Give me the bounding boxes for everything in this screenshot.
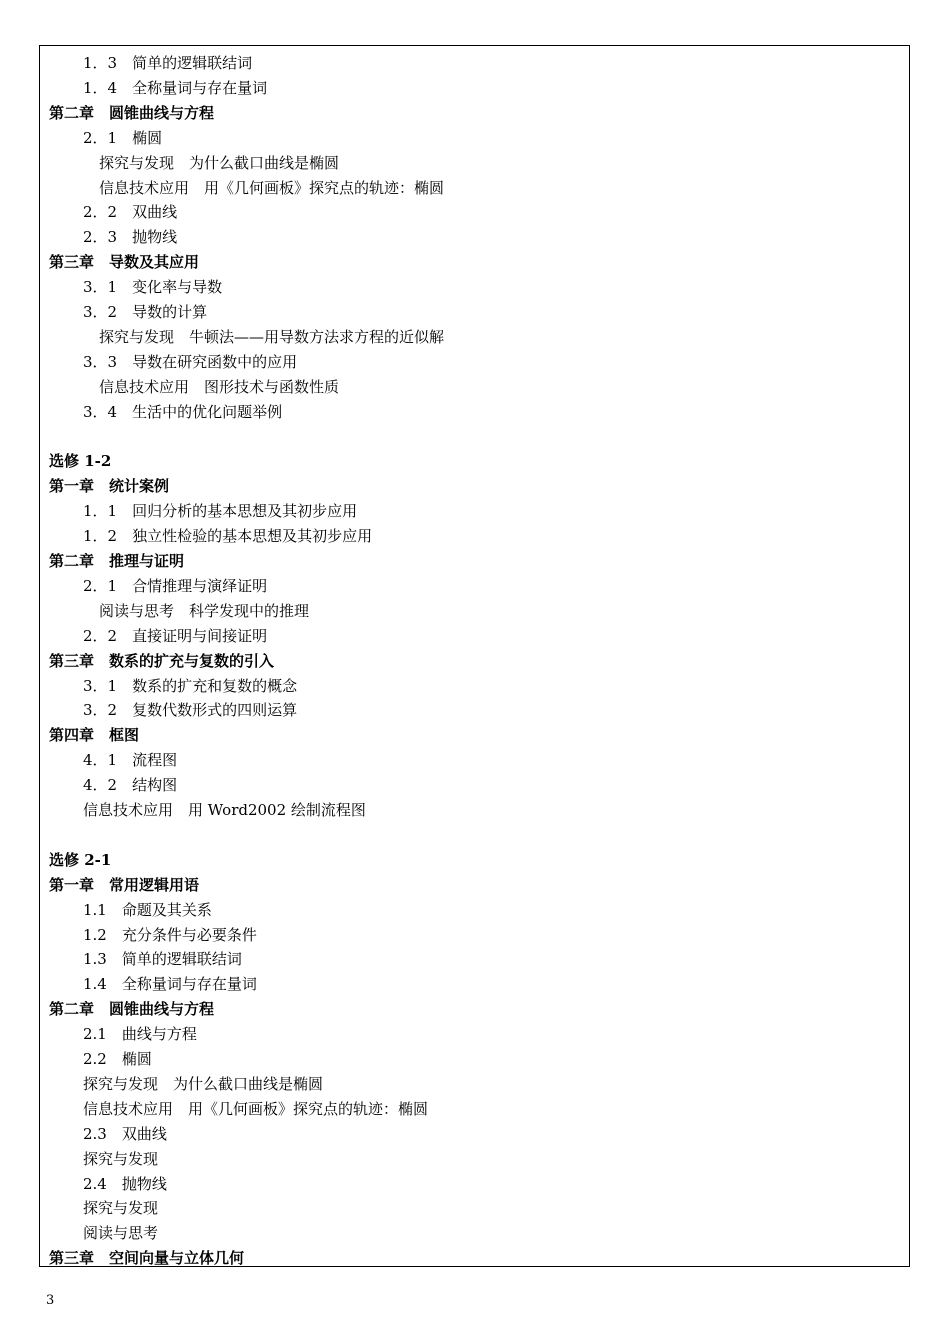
toc-heading: 第一章 统计案例 bbox=[49, 477, 170, 496]
toc-heading: 第二章 圆锥曲线与方程 bbox=[49, 1000, 215, 1019]
toc-entry: 1．4 全称量词与存在量词 bbox=[83, 78, 268, 97]
toc-entry: 3．2 复数代数形式的四则运算 bbox=[83, 701, 298, 720]
toc-entry: 阅读与思考 bbox=[83, 1224, 159, 1243]
toc-heading: 第二章 圆锥曲线与方程 bbox=[49, 103, 215, 122]
toc-heading: 第三章 数系的扩充与复数的引入 bbox=[49, 651, 275, 670]
toc-frame bbox=[39, 45, 910, 1267]
toc-entry: 1.2 充分条件与必要条件 bbox=[83, 925, 257, 944]
toc-entry: 2．2 直接证明与间接证明 bbox=[83, 626, 268, 645]
toc-entry: 3．4 生活中的优化问题举例 bbox=[83, 402, 283, 421]
page-number: 3 bbox=[46, 1293, 55, 1308]
toc-entry: 信息技术应用 用《几何画板》探究点的轨迹：椭圆 bbox=[83, 1099, 429, 1118]
toc-entry: 2．1 合情推理与演绎证明 bbox=[83, 576, 268, 595]
toc-heading: 选修 2-1 bbox=[49, 850, 112, 869]
toc-entry: 1.4 全称量词与存在量词 bbox=[83, 975, 257, 994]
toc-entry: 4．1 流程图 bbox=[83, 751, 178, 770]
toc-heading: 选修 1-2 bbox=[49, 452, 112, 471]
toc-entry: 3．2 导数的计算 bbox=[83, 303, 208, 321]
toc-entry: 2.4 抛物线 bbox=[83, 1174, 167, 1193]
toc-entry: 2．2 双曲线 bbox=[83, 203, 178, 222]
toc-entry: 2.3 双曲线 bbox=[83, 1124, 167, 1143]
toc-entry: 探究与发现 为什么截口曲线是椭圆 bbox=[99, 153, 340, 172]
toc-entry: 4．2 结构图 bbox=[83, 776, 178, 795]
toc-entry: 信息技术应用 用 Word2002 绘制流程图 bbox=[83, 801, 366, 819]
toc-entry: 信息技术应用 图形技术与函数性质 bbox=[99, 377, 340, 396]
toc-entry: 1．1 回归分析的基本思想及其初步应用 bbox=[83, 502, 358, 521]
toc-entry: 2．1 椭圆 bbox=[83, 128, 163, 147]
toc-entry: 1．2 独立性检验的基本思想及其初步应用 bbox=[83, 527, 373, 546]
toc-entry: 2.1 曲线与方程 bbox=[83, 1025, 197, 1044]
toc-heading: 第四章 框图 bbox=[49, 726, 140, 745]
toc-entry: 3．1 变化率与导数 bbox=[83, 278, 223, 297]
toc-entry: 1．3 简单的逻辑联结词 bbox=[83, 54, 253, 72]
toc-heading: 第三章 空间向量与立体几何 bbox=[49, 1249, 245, 1268]
toc-entry: 探究与发现 bbox=[83, 1149, 159, 1168]
toc-entry: 信息技术应用 用《几何画板》探究点的轨迹：椭圆 bbox=[99, 178, 445, 197]
toc-entry: 3．1 数系的扩充和复数的概念 bbox=[83, 676, 298, 695]
toc-heading: 第二章 推理与证明 bbox=[49, 552, 185, 570]
toc-entry: 探究与发现 牛顿法——用导数方法求方程的近似解 bbox=[99, 327, 445, 346]
toc-entry: 2.2 椭圆 bbox=[83, 1050, 152, 1068]
toc-entry: 2．3 抛物线 bbox=[83, 228, 178, 247]
toc-entry: 探究与发现 为什么截口曲线是椭圆 bbox=[83, 1074, 324, 1093]
toc-entry: 探究与发现 bbox=[83, 1199, 159, 1218]
toc-heading: 第三章 导数及其应用 bbox=[49, 253, 200, 272]
toc-entry: 阅读与思考 科学发现中的推理 bbox=[99, 601, 310, 620]
toc-entry: 3．3 导数在研究函数中的应用 bbox=[83, 352, 298, 371]
toc-entry: 1.1 命题及其关系 bbox=[83, 900, 212, 919]
toc-heading: 第一章 常用逻辑用语 bbox=[49, 875, 200, 894]
toc-entry: 1.3 简单的逻辑联结词 bbox=[83, 950, 242, 969]
